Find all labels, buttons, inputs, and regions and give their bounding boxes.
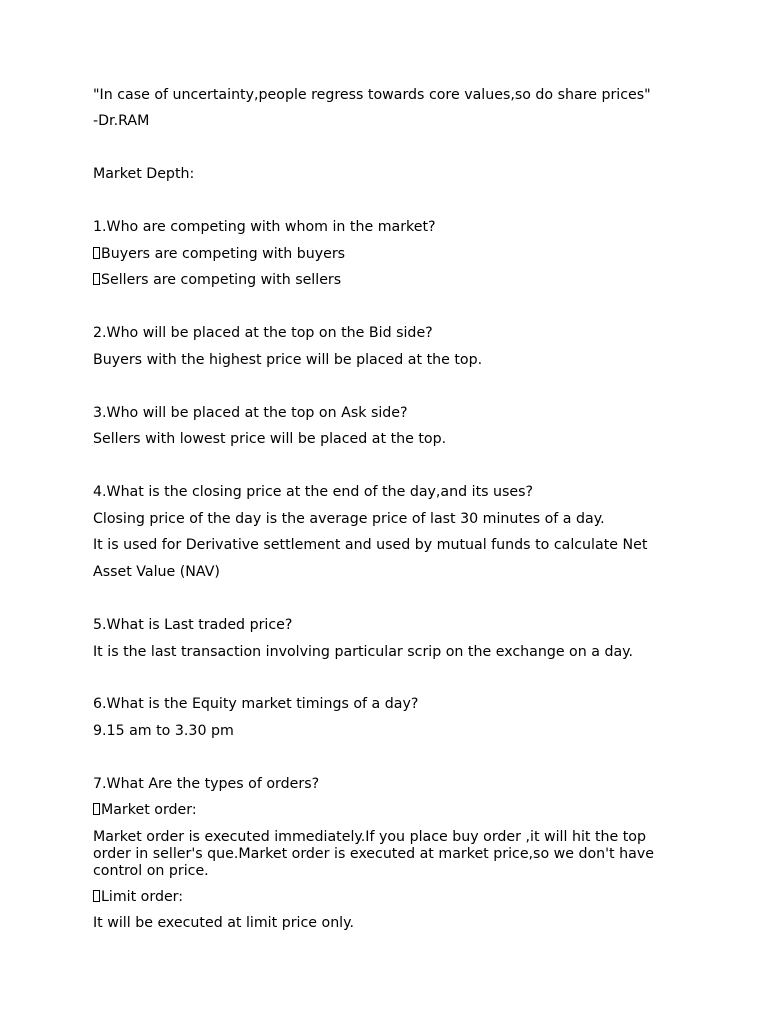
answer-4-line-1: Closing price of the day is the average price of last 30 minutes of a day. — [93, 511, 605, 527]
question-3: 3.Who will be placed at the top on Ask side? — [93, 405, 408, 421]
section-heading: Market Depth: — [93, 166, 195, 182]
answer-5: It is the last transaction involving particular scrip on the exchange on a day. — [93, 644, 634, 660]
answer-2: Buyers with the highest price will be placed at the top. — [93, 352, 483, 368]
question-6: 6.What is the Equity market timings of a day? — [93, 696, 419, 712]
bullet-text: Market order: — [101, 802, 197, 818]
bullet-item — [93, 272, 341, 289]
answer-6: 9.15 am to 3.30 pm — [93, 723, 234, 739]
quote-author: -Dr.RAM — [93, 113, 150, 129]
bullet-text: Sellers are competing with sellers — [101, 272, 342, 288]
bullet-box-icon — [93, 247, 100, 259]
bullet-text: Buyers are competing with buyers — [101, 246, 346, 262]
answer-4-line-3: Asset Value (NAV) — [93, 564, 220, 580]
bullet-box-icon — [93, 890, 100, 902]
bullet-item — [93, 889, 183, 906]
bullet-item — [93, 246, 345, 263]
question-7: 7.What Are the types of orders? — [93, 776, 320, 792]
question-5: 5.What is Last traded price? — [93, 617, 293, 633]
bullet-text: Limit order: — [101, 889, 184, 905]
answer-3: Sellers with lowest price will be placed at the top. — [93, 431, 447, 447]
limit-order-description: It will be executed at limit price only. — [93, 915, 355, 931]
quote-text: "In case of uncertainty,people regress towards core values,so do share prices" — [93, 87, 651, 103]
answer-4-line-2: It is used for Derivative settlement and used by mutual funds to calculate Net — [93, 537, 648, 553]
question-4: 4.What is the closing price at the end of the day,and its uses? — [93, 484, 534, 500]
bullet-item — [93, 802, 197, 819]
bullet-box-icon — [93, 803, 100, 815]
question-1: 1.Who are competing with whom in the market? — [93, 219, 436, 235]
bullet-box-icon — [93, 273, 100, 285]
market-order-description: Market order is executed immediately.If you place buy order ,it will hit the top order in seller's que.Market order is executed at market price,so we don't have control on price. — [93, 829, 654, 879]
question-2: 2.Who will be placed at the top on the Bid side? — [93, 325, 433, 341]
